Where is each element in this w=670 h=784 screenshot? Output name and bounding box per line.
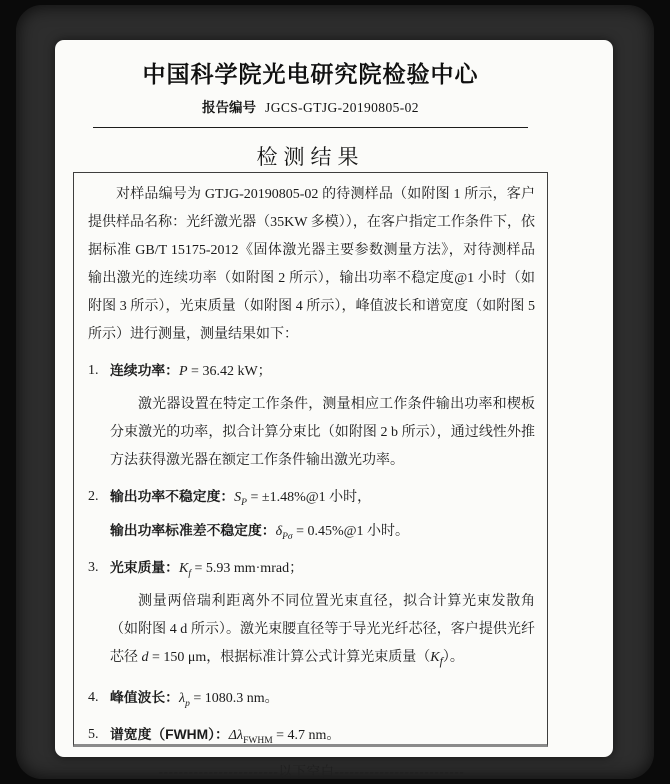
item-number: 5. [88,726,99,742]
result-item-power-instability [88,483,535,546]
item-value-line [110,483,535,512]
end-of-content-marker: ------------------------以下空白-------------------------- [158,763,465,779]
item-number: 1. [88,363,99,378]
result-item-spectral-width [88,721,535,750]
item-formula: P = 36.42 kW； [178,364,272,379]
item-term: 光束质量： [110,560,179,575]
item-term: 输出功率不稳定度： [110,489,235,504]
report-number-value: JGCS-GTJG-20190805-02 [265,100,419,115]
section-title: 检测结果 [256,145,365,169]
result-item-beam-quality [88,554,535,676]
item-term: 谱宽度（FWHM）： [110,726,229,742]
item-body [110,684,535,713]
item-formula-2: $\delta_{P\sigma}$ = 0.45%@1 小时。 [275,524,410,542]
item-note: 测量两倍瑞利距离外不同位置光束直径，拟合计算光束发散角（如附图 4 d 所示）。激光束腰直径等于导光光纤芯径，客户提供光纤芯径 d = 150 μm，根据标准计算公式计算光束质量$(K_f)$。 [110,594,535,668]
item-value-line [110,684,535,713]
item-term: 峰值波长： [110,689,179,705]
item-body [110,721,535,750]
item-value-line [110,554,535,583]
results-box [73,172,548,779]
item-value-line [110,721,535,750]
photo-dark-frame [16,5,654,779]
item-term-2: 输出功率标准差不稳定度： [110,523,276,538]
item-value-line [110,357,535,386]
item-body [110,554,535,676]
intro-paragraph: 对样品编号为 GTJG-20190805-02 的待测样品（如附图 1 所示，客户提供样品名称：光纤激光器（35KW 多模）），在客户指定工作条件下，依据标准 GB/T 15175-2012《固体激光器主要参数测量方法》，对待测样品输出激光的连续功率（如附图 2 所示），输出功率不稳定度@1 小时（如附图 3 所示），光束质量（如附图 4 所示），峰值波长和谱宽度（如附图 5 所示）进行测量，测量结果如下： [88,187,535,342]
item-number: 4. [88,689,99,705]
item-value-line-2 [110,517,535,546]
result-item-peak-wavelength [88,684,535,713]
item-formula: $\Delta\lambda_{FWHM} = 4.7$ nm。 [228,727,341,746]
report-number-line [73,96,548,116]
item-formula: $S_P$ = ±1.48%@1 小时， [234,490,372,508]
header-divider [93,127,528,128]
item-formula: $\lambda_p = 1080.3$ nm。 [178,690,279,709]
report-page [55,40,613,779]
report-number-label: 报告编号 [202,100,257,115]
page-content-column [73,40,548,779]
item-body [110,357,535,475]
organization-title: 中国科学院光电研究院检验中心 [142,61,479,87]
result-item-continuous-power [88,357,535,475]
item-body [110,483,535,546]
item-number: 3. [88,560,99,575]
item-formula: $K_f = 5.93$ mm·mrad； [178,561,304,579]
item-number: 2. [88,489,99,504]
item-term: 连续功率： [110,363,179,378]
item-note: 激光器设置在特定工作条件，测量相应工作条件输出功率和楔板分束激光的功率，拟合计算分束比（如附图 2 b 所示），通过线性外推方法获得激光器在额定工作条件输出激光功率。 [110,397,535,468]
